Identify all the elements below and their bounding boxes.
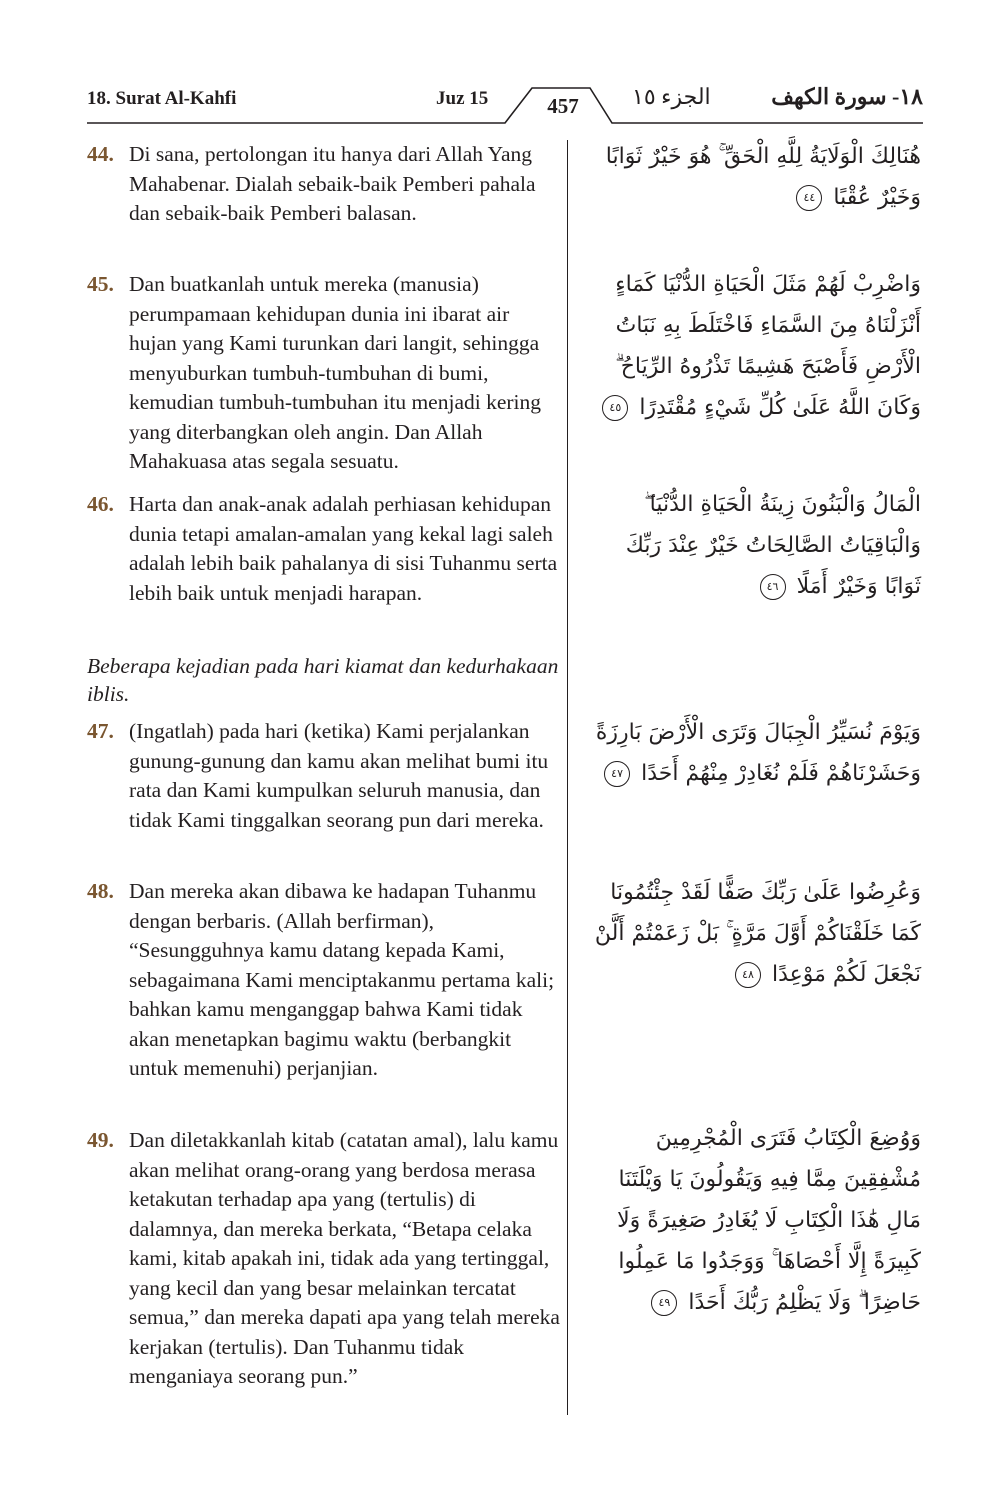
verse-49 [87, 1126, 562, 1392]
verse-translation: Harta dan anak-anak adalah perhiasan kehidupan dunia tetapi amalan-amalan yang kekal lagi saleh adalah lebih baik pahalanya di sisi Tuhanmu serta lebih baik untuk menjadi harapan. [129, 492, 558, 605]
ayah-marker: ٤٦ [760, 574, 786, 600]
verse-number: 47. [87, 719, 114, 743]
verse-48 [87, 877, 562, 1084]
page-header [87, 84, 923, 124]
section-heading-block [87, 652, 562, 708]
arabic-text: الْمَالُ وَالْبَنُونَ زِينَةُ الْحَيَاةِ الدُّنْيَا ۖ وَالْبَاقِيَاتُ الصَّالِحَاتُ خَيْرٌ عِنْدَ رَبِّكَ ثَوَابًا وَخَيْرٌ أَمَلًا [625, 492, 921, 599]
juz-label-arabic: الجزء ١٥ [632, 84, 711, 109]
arabic-verse-49 [585, 1118, 921, 1323]
arabic-verse-44 [585, 136, 921, 218]
arabic-verse-46 [585, 484, 921, 607]
ayah-marker: ٤٧ [604, 761, 630, 787]
verse-translation: Dan buatkanlah untuk mereka (manusia) perumpamaan kehidupan dunia ini ibarat air hujan yang Kami turunkan dari langit, sehingga menyuburkan tumbuh-tumbuhan di bumi, kemudian tumbuh-tumbuhan itu menjadi kering yang diterbangkan oleh angin. Dan Allah Mahakuasa atas segala sesuatu. [129, 272, 542, 473]
juz-label-latin: Juz 15 [436, 88, 489, 109]
section-heading: Beberapa kejadian pada hari kiamat dan kedurhakaan iblis. [87, 654, 559, 706]
column-divider [567, 140, 568, 1415]
arabic-text: هُنَالِكَ الْوَلَايَةُ لِلَّهِ الْحَقِّ ۚ هُوَ خَيْرٌ ثَوَابًا وَخَيْرٌ عُقْبًا [605, 144, 921, 210]
verse-translation: Dan mereka akan dibawa ke hadapan Tuhanmu dengan berbaris. (Allah berfirman), “Sesungguhnya kamu datang kepada Kami, sebagaimana Kami menciptakanmu pertama kali; bahkan kamu menganggap bahwa Kami tidak akan menetapkan bagimu waktu (berbangkit untuk memenuhi) perjanjian. [129, 879, 555, 1080]
verse-number: 45. [87, 272, 114, 296]
verse-number: 46. [87, 492, 114, 516]
arabic-text: وَاضْرِبْ لَهُمْ مَثَلَ الْحَيَاةِ الدُّنْيَا كَمَاءٍ أَنْزَلْنَاهُ مِنَ السَّمَاءِ فَاخْتَلَطَ بِهِ نَبَاتُ الْأَرْضِ فَأَصْبَحَ هَشِيمًا تَذْرُوهُ الرِّيَاحُ ۗ وَكَانَ اللَّهُ عَلَىٰ كُلِّ شَيْءٍ مُقْتَدِرًا [615, 272, 921, 420]
verse-translation: Di sana, pertolongan itu hanya dari Allah Yang Mahabenar. Dialah sebaik-baik Pemberi pahala dan sebaik-baik Pemberi balasan. [129, 142, 536, 225]
arabic-verse-48 [585, 872, 921, 995]
ayah-marker: ٤٤ [796, 185, 822, 211]
verse-number: 48. [87, 879, 114, 903]
verse-translation: Dan diletakkanlah kitab (catatan amal), lalu kamu akan melihat orang-orang yang berdosa merasa ketakutan terhadap apa yang (tertulis) di dalamnya, dan mereka berkata, “Betapa celaka kami, kitab apakah ini, tidak ada yang tertinggal, yang kecil dan yang besar melainkan tercatat semua,” dan mereka dapati apa yang telah mereka kerjakan (tertulis). Dan Tuhanmu tidak menganiaya seorang pun.” [129, 1128, 560, 1388]
arabic-text: وَعُرِضُوا عَلَىٰ رَبِّكَ صَفًّا لَقَدْ جِئْتُمُونَا كَمَا خَلَقْنَاكُمْ أَوَّلَ مَرَّةٍ ۚ بَلْ زَعَمْتُمْ أَلَّنْ نَجْعَلَ لَكُمْ مَوْعِدًا [594, 880, 921, 987]
verse-number: 44. [87, 142, 114, 166]
verse-45 [87, 270, 562, 477]
arabic-verse-45 [585, 264, 921, 428]
page-number: 457 [547, 94, 579, 118]
ayah-marker: ٤٨ [735, 962, 761, 988]
ayah-marker: ٤٩ [651, 1290, 677, 1316]
surah-title-latin: 18. Surat Al-Kahfi [87, 88, 237, 109]
ayah-marker: ٤٥ [602, 395, 628, 421]
verse-46 [87, 490, 562, 608]
verse-44 [87, 140, 562, 229]
verse-47 [87, 717, 562, 835]
verse-number: 49. [87, 1128, 114, 1152]
surah-title-arabic: ١٨- سورة الكهف [771, 84, 923, 109]
verse-translation: (Ingatlah) pada hari (ketika) Kami perjalankan gunung-gunung dan kamu akan melihat bumi itu rata dan Kami kumpulkan seluruh manusia, dan tidak Kami tinggalkan seorang pun dari mereka. [129, 719, 549, 832]
arabic-text: وَيَوْمَ نُسَيِّرُ الْجِبَالَ وَتَرَى الْأَرْضَ بَارِزَةً وَحَشَرْنَاهُمْ فَلَمْ نُغَادِرْ مِنْهُمْ أَحَدًا [595, 720, 921, 786]
arabic-verse-47 [585, 712, 921, 794]
arabic-text: وَوُضِعَ الْكِتَابُ فَتَرَى الْمُجْرِمِينَ مُشْفِقِينَ مِمَّا فِيهِ وَيَقُولُونَ يَا وَيْلَتَنَا مَالِ هَٰذَا الْكِتَابِ لَا يُغَادِرُ صَغِيرَةً وَلَا كَبِيرَةً إِلَّا أَحْصَاهَا ۚ وَوَجَدُوا مَا عَمِلُوا حَاضِرًا ۗ وَلَا يَظْلِمُ رَبُّكَ أَحَدًا [617, 1126, 921, 1315]
